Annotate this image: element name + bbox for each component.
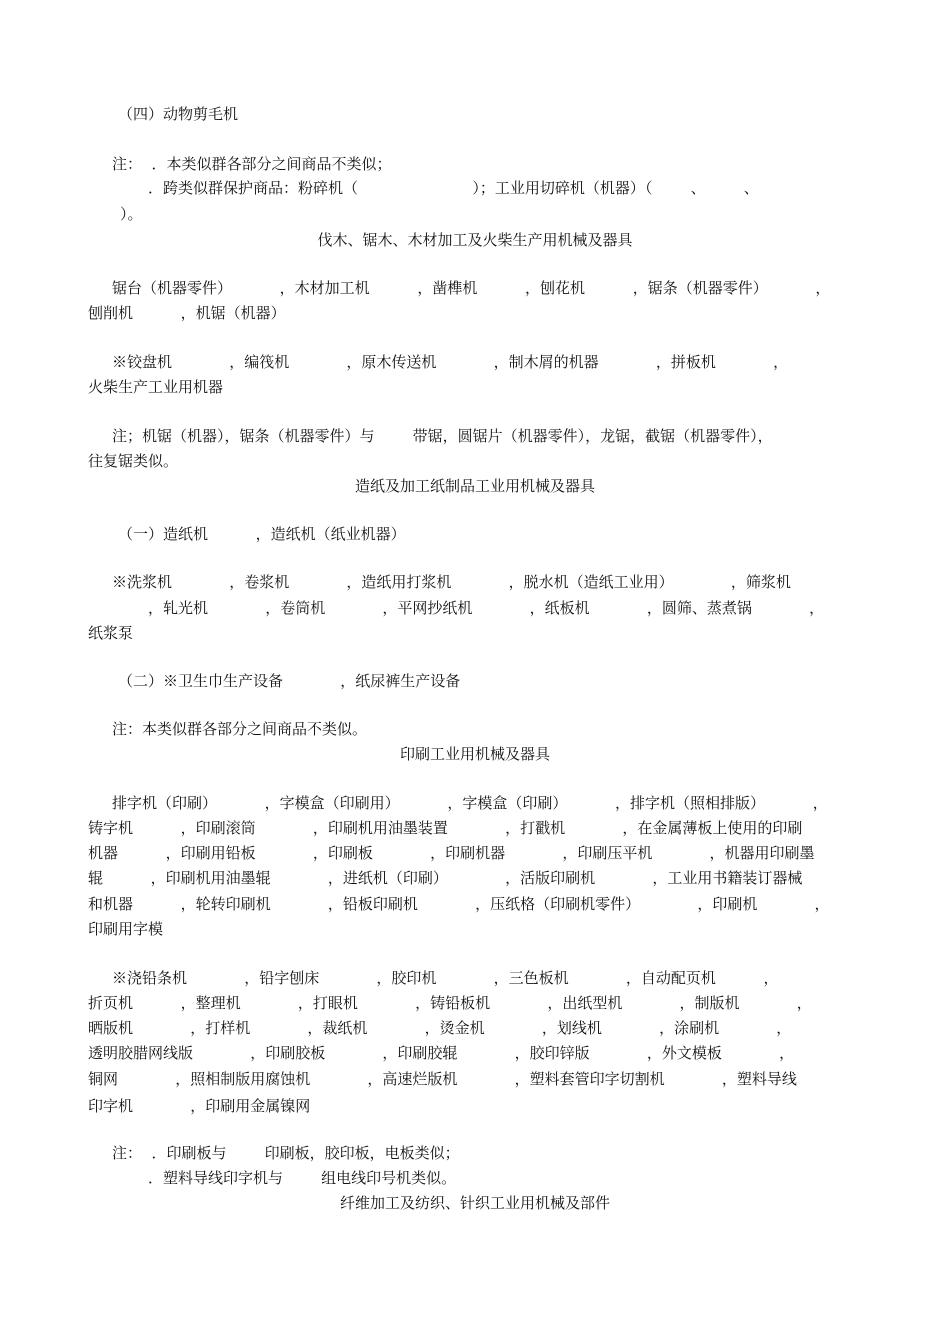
- paragraph-line: 和机器 ，轮转印刷机 ，铅板印刷机 ，压纸格（印刷机零件） ，印刷机 ，: [88, 895, 830, 913]
- section-heading: 伐木、锯木、木材加工及火柴生产用机械及器具: [317, 231, 633, 249]
- note-line: 注： ．本类似群各部分之间商品不类似；: [112, 155, 392, 173]
- subsection-heading: （四）动物剪毛机: [118, 105, 239, 123]
- note-line: 注：本类似群各部分之间商品不类似。: [112, 720, 368, 738]
- paragraph-line: 火柴生产工业用机器: [88, 378, 224, 396]
- note-line: ．塑料导线印字机与 组电线印号机类似。: [148, 1169, 457, 1187]
- paragraph-line: 辊 ，印刷机用油墨辊 ，进纸机（印刷） ，活版印刷机 ，工业用书籍装订器械: [88, 869, 803, 887]
- note-line: 注： ．印刷板与 印刷板，胶印板，电板类似；: [112, 1144, 460, 1162]
- section-heading: 纤维加工及纺织、针织工业用机械及部件: [339, 1194, 610, 1212]
- paragraph-line: ※浇铅条机 ，铅字刨床 ，胶印机 ，三色板机 ，自动配页机 ，: [112, 969, 779, 987]
- paragraph-line: ※洗浆机 ，卷浆机 ，造纸用打浆机 ，脱水机（造纸工业用） ，筛浆机: [112, 573, 791, 591]
- paragraph-line: 机器 ，印刷用铅板 ，印刷板 ，印刷机器 ，印刷压平机 ，机器用印刷墨: [88, 844, 815, 862]
- paragraph-line: 透明胶腊网线版 ，印刷胶板 ，印刷胶辊 ，胶印锌版 ，外文模板 ，: [88, 1044, 795, 1062]
- paragraph-line: 印字机 ，印刷用金属镍网: [88, 1097, 311, 1115]
- paragraph-line: 排字机（印刷） ，字模盒（印刷用） ，字模盒（印刷） ，排字机（照相排版） ，: [112, 794, 828, 812]
- paragraph-line: 纸浆泵: [88, 624, 134, 642]
- paragraph-line: ※铰盘机 ，编筏机 ，原木传送机 ，制木屑的机器 ，拼板机 ，: [112, 353, 789, 371]
- subsection-heading: （二）※卫生巾生产设备 ，纸尿裤生产设备: [118, 672, 461, 690]
- section-heading: 印刷工业用机械及器具: [399, 745, 550, 763]
- paragraph-line: 铜网 ，照相制版用腐蚀机 ，高速烂版机 ，塑料套管印字切割机 ，塑料导线: [88, 1070, 797, 1088]
- paragraph-line: ，轧光机 ，卷筒机 ，平网抄纸机 ，纸板机 ，圆筛、蒸煮锅 ，: [148, 599, 825, 617]
- paragraph-line: 铸字机 ，印刷滚筒 ，印刷机用油墨装置 ，打戳机 ，在金属薄板上使用的印刷: [88, 819, 803, 837]
- note-line: 注；机锯（机器），锯条（机器零件）与 带锯，圆锯片（机器零件），龙锯，截锯（机器零件），: [112, 427, 773, 445]
- paragraph-line: 刨削机 ，机锯（机器）: [88, 304, 286, 322]
- note-line: ）。: [120, 205, 143, 223]
- paragraph-line: 锯台（机器零件） ，木材加工机 ，凿榫机 ，刨花机 ，锯条（机器零件） ，: [112, 279, 831, 297]
- paragraph-line: 折页机 ，整理机 ，打眼机 ，铸铅板机 ，出纸型机 ，制版机 ，: [88, 994, 812, 1012]
- paragraph-line: 印刷用字模: [88, 920, 164, 938]
- section-heading: 造纸及加工纸制品工业用机械及器具: [354, 477, 595, 495]
- note-line: ．跨类似群保护商品：粉碎机（ ）；工业用切碎机（机器）（ 、 、: [148, 179, 759, 197]
- note-line: 往复锯类似。: [88, 452, 179, 470]
- subsection-heading: （一）造纸机 ，造纸机（纸业机器）: [118, 525, 406, 543]
- paragraph-line: 晒版机 ，打样机 ，裁纸机 ，烫金机 ，划线机 ，涂刷机 ，: [88, 1019, 792, 1037]
